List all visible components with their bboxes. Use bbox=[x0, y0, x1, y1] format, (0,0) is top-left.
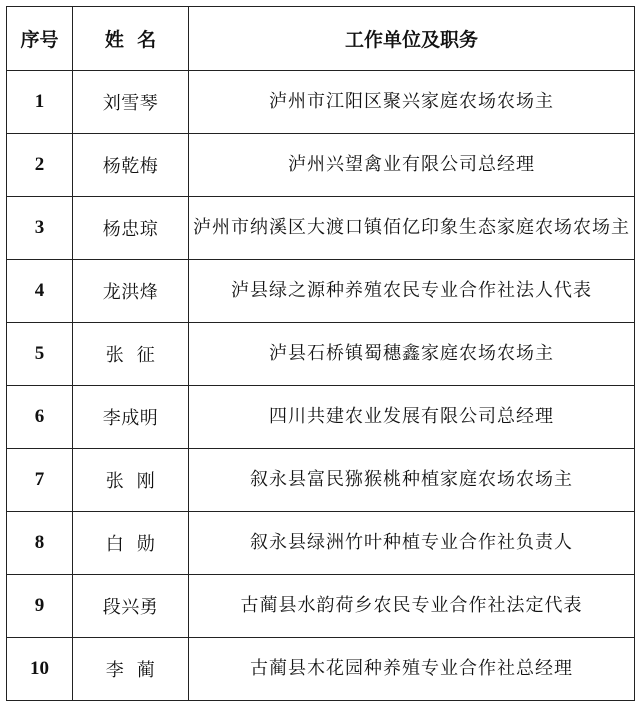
table-row bbox=[7, 512, 635, 575]
row-name: 龙洪烽 bbox=[73, 260, 189, 323]
table-row bbox=[7, 449, 635, 512]
table-row bbox=[7, 260, 635, 323]
row-unit: 四川共建农业发展有限公司总经理 bbox=[189, 386, 635, 449]
row-name: 白 勋 bbox=[73, 512, 189, 575]
table-row bbox=[7, 323, 635, 386]
row-name: 杨忠琼 bbox=[73, 197, 189, 260]
personnel-table-container bbox=[6, 6, 634, 701]
row-name: 张 刚 bbox=[73, 449, 189, 512]
row-name: 李成明 bbox=[73, 386, 189, 449]
row-index: 2 bbox=[7, 134, 73, 197]
row-index: 7 bbox=[7, 449, 73, 512]
row-unit: 古蔺县水韵荷乡农民专业合作社法定代表 bbox=[189, 575, 635, 638]
row-name: 李 蔺 bbox=[73, 638, 189, 701]
table-header-row bbox=[7, 7, 635, 71]
table-row bbox=[7, 386, 635, 449]
header-index: 序号 bbox=[7, 7, 73, 71]
table-row bbox=[7, 638, 635, 701]
row-unit: 泸州市江阳区聚兴家庭农场农场主 bbox=[189, 71, 635, 134]
row-unit: 古蔺县木花园种养殖专业合作社总经理 bbox=[189, 638, 635, 701]
row-name: 段兴勇 bbox=[73, 575, 189, 638]
table-row bbox=[7, 197, 635, 260]
row-index: 3 bbox=[7, 197, 73, 260]
header-name: 姓 名 bbox=[73, 7, 189, 71]
row-unit: 泸州兴望禽业有限公司总经理 bbox=[189, 134, 635, 197]
row-index: 6 bbox=[7, 386, 73, 449]
row-unit: 泸县石桥镇蜀穗鑫家庭农场农场主 bbox=[189, 323, 635, 386]
personnel-table bbox=[6, 6, 635, 701]
row-index: 5 bbox=[7, 323, 73, 386]
row-name: 杨乾梅 bbox=[73, 134, 189, 197]
row-index: 8 bbox=[7, 512, 73, 575]
header-unit: 工作单位及职务 bbox=[189, 7, 635, 71]
table-row bbox=[7, 71, 635, 134]
table-row bbox=[7, 575, 635, 638]
row-unit: 泸县绿之源种养殖农民专业合作社法人代表 bbox=[189, 260, 635, 323]
row-index: 1 bbox=[7, 71, 73, 134]
table-row bbox=[7, 134, 635, 197]
row-unit: 泸州市纳溪区大渡口镇佰亿印象生态家庭农场农场主 bbox=[189, 197, 635, 260]
row-index: 9 bbox=[7, 575, 73, 638]
row-unit: 叙永县富民猕猴桃种植家庭农场农场主 bbox=[189, 449, 635, 512]
row-index: 10 bbox=[7, 638, 73, 701]
row-index: 4 bbox=[7, 260, 73, 323]
row-name: 张 征 bbox=[73, 323, 189, 386]
row-unit: 叙永县绿洲竹叶种植专业合作社负责人 bbox=[189, 512, 635, 575]
row-name: 刘雪琴 bbox=[73, 71, 189, 134]
